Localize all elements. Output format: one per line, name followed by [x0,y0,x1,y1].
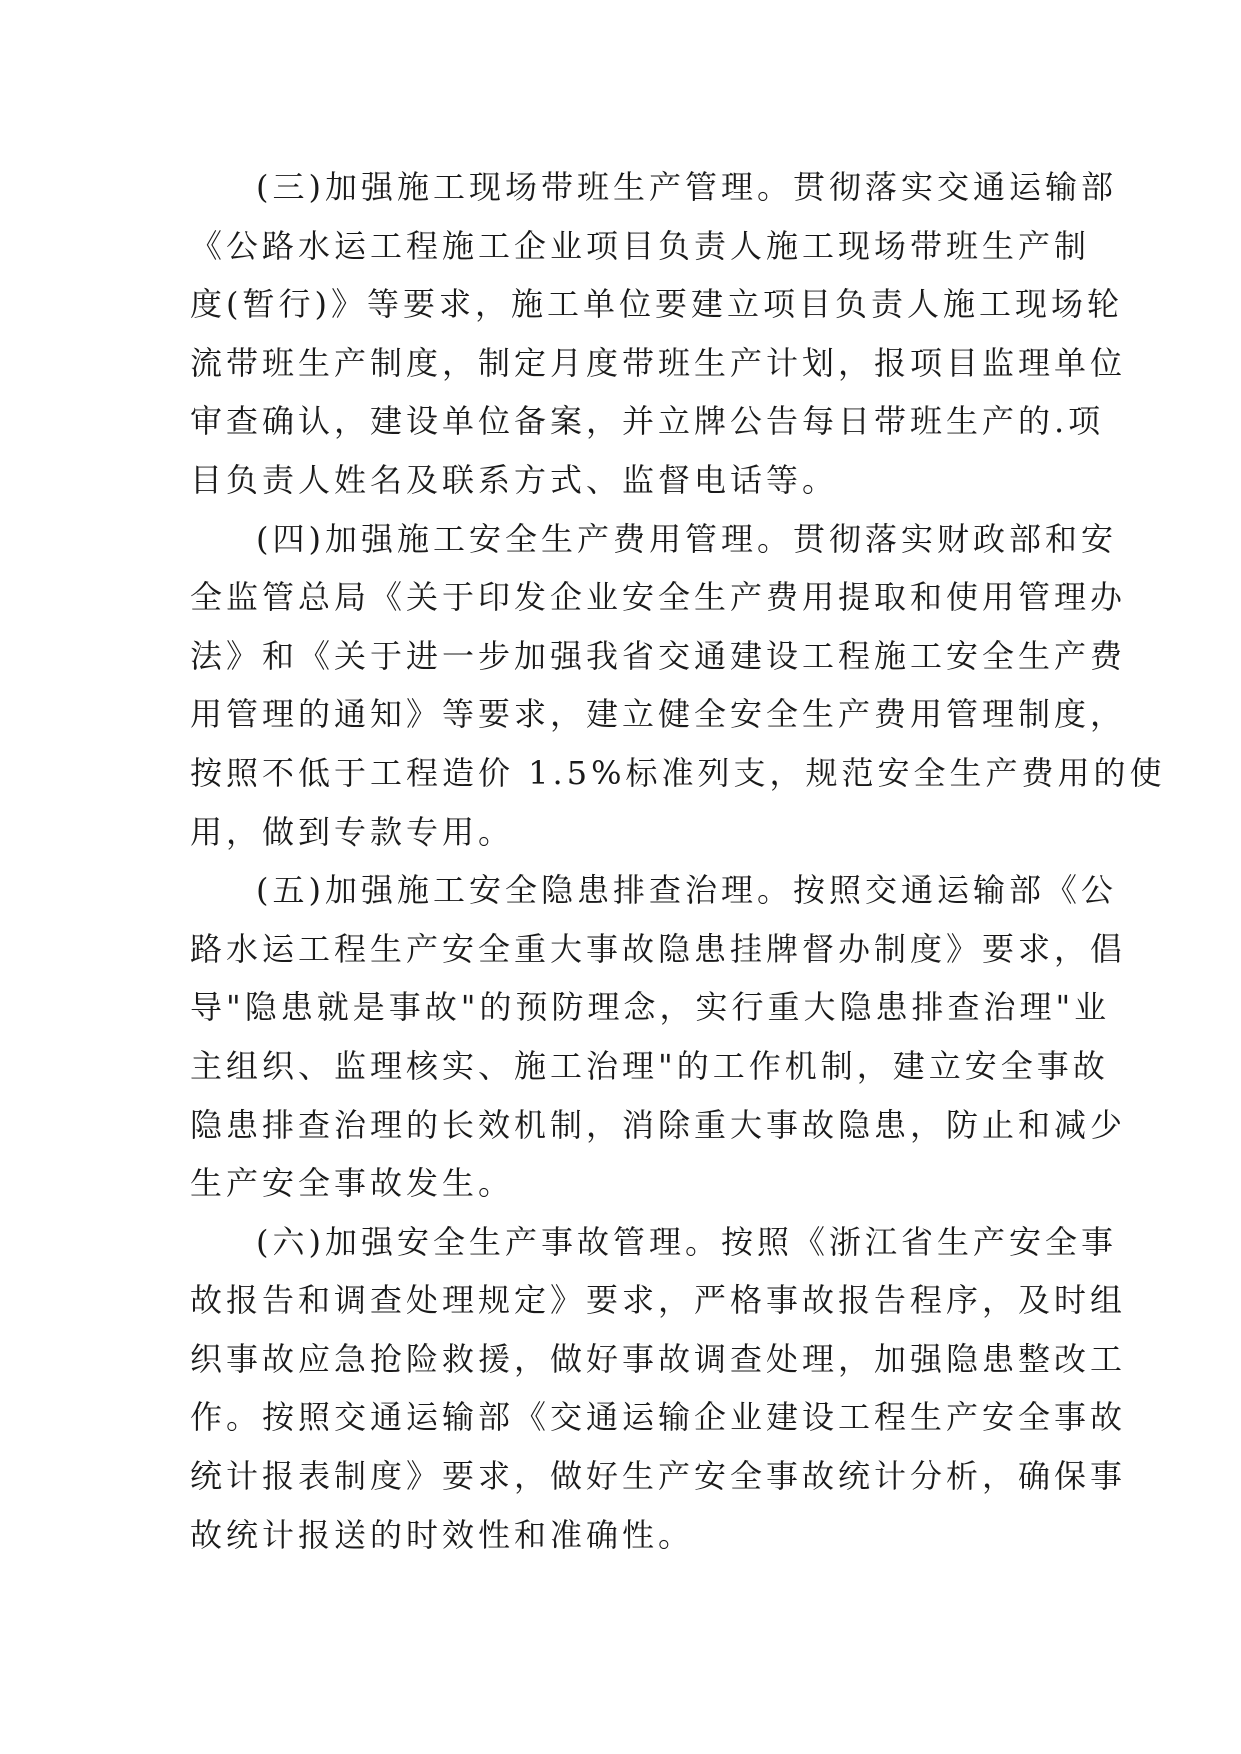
paragraph-line: (六)加强安全生产事故管理。按照《浙江省生产安全事 [256,1222,1117,1261]
paragraph-line: 作。按照交通运输部《交通运输企业建设工程生产安全事故 [190,1398,1127,1437]
paragraph-line: 织事故应急抢险救援，做好事故调查处理，加强隐患整改工 [190,1339,1127,1378]
paragraph-line: 统计报表制度》要求，做好生产安全事故统计分析，确保事 [190,1457,1127,1496]
paragraph-line: 度(暂行)》等要求，施工单位要建立项目负责人施工现场轮 [190,285,1123,324]
paragraph-line: 按照不低于工程造价 1.5%标准列支，规范安全生产费用的使 [190,753,1166,792]
paragraph-line: 用，做到专款专用。 [190,812,515,851]
paragraph-6-accident-management [190,1213,1127,1565]
paragraph-line: 故报告和调查处理规定》要求，严格事故报告程序，及时组 [190,1281,1127,1320]
paragraph-line: 故统计报送的时效性和准确性。 [190,1515,695,1554]
paragraph-line: 《公路水运工程施工企业项目负责人施工现场带班生产制 [190,226,1091,265]
paragraph-5-hazard-inspection [190,861,1127,1213]
paragraph-line: (五)加强施工安全隐患排查治理。按照交通运输部《公 [256,871,1117,910]
paragraph-4-safety-cost-management [190,510,1166,862]
paragraph-line: 用管理的通知》等要求，建立健全安全生产费用管理制度， [190,695,1127,734]
paragraph-line: 生产安全事故发生。 [190,1164,515,1203]
paragraph-line: 审查确认，建设单位备案，并立牌公告每日带班生产的.项 [190,402,1105,441]
paragraph-line: 目负责人姓名及联系方式、监督电话等。 [190,460,839,499]
paragraph-3-on-site-shift-management [190,158,1127,510]
paragraph-line: 流带班生产制度，制定月度带班生产计划，报项目监理单位 [190,343,1127,382]
paragraph-line: 路水运工程生产安全重大事故隐患挂牌督办制度》要求，倡 [190,929,1127,968]
paragraph-line: (四)加强施工安全生产费用管理。贯彻落实财政部和安 [256,519,1117,558]
document-body [190,158,1166,1564]
paragraph-line: 主组织、监理核实、施工治理"的工作机制，建立安全事故 [190,1046,1109,1085]
paragraph-line: 法》和《关于进一步加强我省交通建设工程施工安全生产费 [190,636,1127,675]
paragraph-line: 全监管总局《关于印发企业安全生产费用提取和使用管理办 [190,578,1127,617]
paragraph-line: 导"隐患就是事故"的预防理念，实行重大隐患排查治理"业 [190,988,1111,1027]
paragraph-line: 隐患排查治理的长效机制，消除重大事故隐患，防止和减少 [190,1105,1127,1144]
paragraph-line: (三)加强施工现场带班生产管理。贯彻落实交通运输部 [256,168,1117,206]
